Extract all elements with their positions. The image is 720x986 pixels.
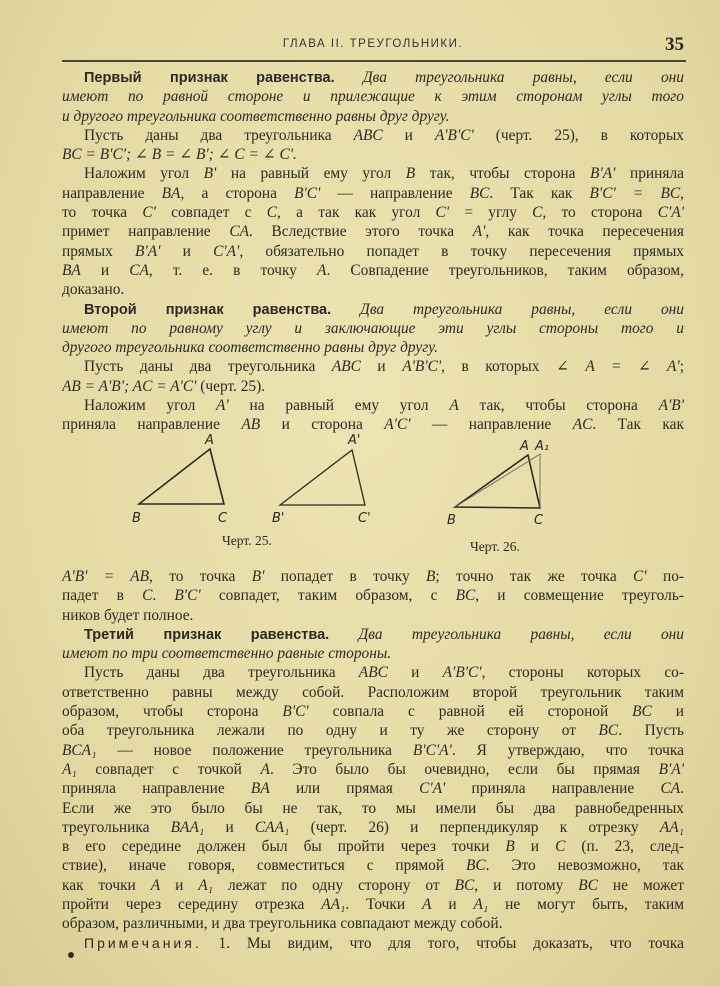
math-expression: CA	[229, 223, 249, 241]
text-line	[62, 242, 684, 261]
text-line	[62, 319, 684, 338]
text-run: — направление	[320, 184, 470, 202]
text-line	[62, 203, 684, 222]
text-run: .	[152, 587, 175, 605]
text-run: Если же это было бы не так, то мы имели бы два равнобедренных	[62, 799, 684, 817]
theorem-statement: имеют по равному углу и заключающие эти углы стороны того и	[62, 319, 684, 337]
text-run: треугольника	[62, 818, 171, 836]
text-line	[62, 914, 684, 933]
theorem-heading: Третий признак равенства.	[84, 626, 330, 643]
math-expression: C	[266, 204, 278, 222]
text-line	[62, 895, 684, 914]
triangle-a1b1c1	[280, 450, 365, 505]
text-run: Пусть даны два треугольника	[84, 126, 354, 144]
text-run: как точки	[62, 876, 151, 894]
math-expression: B'C'	[294, 184, 321, 202]
text-run: — направление	[410, 416, 573, 434]
text-run: . Вследствие этого точка	[248, 223, 473, 241]
text-line	[62, 934, 684, 953]
notes-heading: Примечания.	[84, 934, 202, 951]
text-run: падет в	[62, 587, 143, 605]
text-run: , то точка	[149, 568, 252, 585]
theorem-statement: и другого треугольника соответственно равны друг другу.	[62, 107, 450, 125]
math-expression: A'	[216, 397, 229, 415]
text-run: и	[387, 664, 443, 682]
math-expression: BC = B'C'; ∠ B = ∠ B'; ∠ C = ∠ C'.	[62, 146, 297, 164]
text-run: . Я утверждаю, что точка	[451, 741, 684, 759]
label-a1-26: A₁	[535, 439, 550, 454]
text-run: пройти через середину отрезка	[62, 896, 322, 914]
text-run: и	[204, 818, 255, 836]
label-b-26: B	[447, 513, 456, 528]
text-run: оба треугольника лежали по одну и ту же сторону от	[62, 722, 599, 740]
text-run: прямых	[62, 242, 136, 260]
text-run: приняла направление	[445, 780, 661, 798]
text-run: по-	[646, 568, 684, 585]
text-run: Наложим угол	[84, 397, 217, 415]
text-run: доказано.	[62, 281, 125, 299]
math-expression: AA₁	[659, 818, 684, 836]
text-run: совпала с равной ей стороной	[308, 703, 633, 721]
math-expression: BA	[250, 780, 270, 798]
text-run: . Совпадение треугольников, таким образом,	[326, 261, 684, 279]
caption-fig-25: Черт. 25.	[222, 533, 272, 548]
math-expression: A₁	[62, 760, 77, 778]
text-run: и сторона	[260, 416, 385, 434]
math-expression: BA	[62, 261, 81, 279]
math-expression: A	[150, 876, 161, 894]
math-expression: C'A'	[657, 204, 684, 222]
triangle-abc	[139, 449, 224, 504]
math-expression: B'C'A'	[412, 741, 452, 759]
math-expression: A'B'	[658, 397, 684, 415]
theorem-statement: другого треугольника соответственно равны друг другу.	[62, 339, 438, 357]
text-run: приняла направление	[62, 416, 242, 434]
text-run: совпадет с точкой	[76, 760, 261, 778]
math-expression: B'C'	[174, 587, 201, 605]
text-line	[62, 779, 684, 798]
text-line	[62, 164, 684, 183]
math-expression: A'B'C'	[402, 358, 442, 376]
math-expression: BC	[465, 857, 486, 875]
text-run: . Это было бы очевидно, если бы прямая	[269, 760, 659, 778]
text-run: ответственно равны между собой. Расположим второй треугольник таким	[62, 683, 684, 701]
theorem-statement: Два треугольника равны, если они	[334, 69, 684, 86]
text-run: . Точки	[345, 896, 423, 914]
math-expression: A	[317, 261, 327, 279]
text-line	[62, 837, 684, 856]
text-run: то точка	[62, 204, 143, 222]
text-run: лежат по одну сторону от	[213, 876, 455, 894]
text-run: , а так как угол	[277, 204, 436, 222]
math-expression: AB	[241, 416, 261, 434]
text-line	[62, 280, 684, 299]
text-line	[62, 741, 684, 760]
text-run: . Пусть	[618, 722, 684, 740]
text-run: , то сторона	[542, 204, 658, 222]
text-run: и	[80, 261, 130, 279]
math-expression: AC	[572, 416, 593, 434]
text-run: . Так как	[592, 416, 684, 434]
math-expression: BCA₁	[62, 741, 97, 759]
text-run: ствие), иначе говоря, совместиться с прямой	[62, 857, 466, 875]
math-expression: B'A'	[135, 242, 161, 260]
math-expression: B	[505, 838, 515, 856]
text-run: и	[514, 838, 556, 856]
triangle-ba1c	[455, 454, 540, 508]
text-run: и	[431, 896, 474, 914]
text-run: и	[160, 876, 199, 894]
text-run: ; точно так же точка	[435, 568, 634, 585]
math-expression: C'A'	[213, 242, 240, 260]
math-expression: ABC	[331, 358, 361, 376]
text-run: . Это невозможно, так	[485, 857, 684, 875]
math-expression: C'	[142, 204, 156, 222]
label-a-26: A	[520, 439, 529, 454]
theorem-heading: Второй признак равенства.	[84, 301, 332, 318]
text-run: (черт. 25).	[196, 377, 266, 395]
label-a: A	[205, 433, 214, 448]
math-expression: B	[405, 165, 416, 183]
math-expression: ABC	[358, 664, 388, 682]
text-run: , в которых	[441, 358, 556, 376]
text-line	[62, 415, 684, 434]
math-expression: BC	[632, 703, 652, 721]
text-run: , и совмещение треуголь-	[475, 587, 684, 605]
text-line	[62, 338, 684, 357]
text-block-top	[62, 68, 684, 435]
math-expression: A'B'C'	[434, 126, 474, 144]
text-run: совпадет с	[155, 204, 267, 222]
math-expression: AB = A'B'; AC = A'C'	[62, 377, 197, 395]
text-line	[62, 184, 684, 203]
math-expression: A'B' = AB	[62, 568, 149, 585]
text-run: или прямая	[269, 780, 420, 798]
math-expression: B'A'	[658, 760, 684, 778]
math-expression: A'	[472, 223, 486, 241]
math-expression: A	[449, 397, 459, 415]
math-expression: C'	[633, 568, 647, 585]
text-run: = углу	[449, 204, 533, 222]
text-run: примет направление	[62, 223, 230, 241]
label-c: C	[218, 511, 228, 526]
math-expression: ∠ A = ∠ A'	[555, 358, 680, 376]
text-run: (п. 23, след-	[565, 838, 684, 856]
text-line	[62, 683, 684, 702]
text-line	[62, 625, 684, 644]
math-expression: B'	[203, 165, 217, 183]
text-run: и	[360, 358, 403, 376]
text-run: Наложим угол	[84, 165, 204, 183]
theorem-statement: имеют по равной стороне и прилежащие к этим сторонам углы того	[62, 88, 684, 106]
ink-spot	[68, 952, 74, 958]
header-rule	[62, 60, 686, 62]
math-expression: C	[555, 838, 566, 856]
text-line	[62, 261, 684, 280]
text-line	[62, 377, 684, 396]
page-number: 35	[665, 34, 684, 55]
text-line	[62, 702, 684, 721]
math-expression: C'A'	[419, 780, 446, 798]
triangle-bac	[455, 455, 540, 508]
text-line	[62, 107, 684, 126]
math-expression: A₁	[473, 896, 489, 914]
text-line	[62, 606, 684, 625]
text-run: (черт. 26) и перпендикуляр к отрезку	[289, 818, 660, 836]
math-expression: A₁	[198, 876, 214, 894]
text-run: приняла направление	[62, 780, 251, 798]
text-line	[62, 760, 684, 779]
text-run: (черт. 25), в которых	[473, 126, 684, 144]
math-expression: A'B'C'	[442, 664, 482, 682]
figure-25	[139, 449, 365, 505]
text-run: Пусть даны два треугольника	[84, 664, 359, 682]
math-expression: CA	[129, 261, 149, 279]
math-expression: B'C' = BC	[589, 184, 681, 202]
theorem-heading: Первый признак равенства.	[84, 70, 335, 86]
text-run: приняла	[615, 165, 684, 183]
text-run: совпадет, таким образом, с	[200, 587, 456, 605]
math-expression: CAA₁	[254, 818, 290, 836]
text-block-bottom	[62, 567, 684, 953]
text-run: , как точка пересечения	[485, 223, 684, 241]
text-run: так, чтобы сторона	[458, 397, 659, 415]
math-expression: B'	[251, 568, 265, 585]
text-line	[62, 567, 684, 586]
text-line	[62, 644, 684, 663]
text-line	[62, 876, 684, 895]
text-run: , т. е. в точку	[148, 261, 318, 279]
text-run: в его середине должен был бы пройти через точки	[62, 838, 506, 856]
text-run: ;	[679, 358, 684, 376]
text-run: . Так как	[489, 184, 590, 202]
math-expression: AA₁	[321, 896, 346, 914]
label-b: B	[132, 511, 141, 526]
math-expression: CA	[660, 780, 681, 798]
text-run: на равный ему угол	[228, 397, 450, 415]
math-expression: C	[532, 204, 543, 222]
text-line	[62, 799, 684, 818]
math-expression: BC	[598, 722, 619, 740]
text-run: так, чтобы сторона	[415, 165, 591, 183]
text-run: и	[382, 126, 435, 144]
label-b-prime: B'	[272, 511, 285, 526]
text-line	[62, 586, 684, 605]
text-run: — новое положение треугольника	[96, 741, 413, 759]
math-expression: B'C'	[282, 703, 309, 721]
text-line	[62, 145, 684, 164]
text-run: , и потому	[474, 876, 579, 894]
theorem-statement: имеют по три соответственно равные стороны.	[62, 645, 392, 663]
text-line	[62, 396, 684, 415]
text-line	[62, 357, 684, 376]
math-expression: BC	[454, 876, 475, 894]
theorem-statement: Два треугольника равны, если они	[329, 625, 684, 643]
text-line	[62, 721, 684, 740]
text-line	[62, 818, 684, 837]
math-expression: C	[142, 587, 153, 605]
text-line	[62, 663, 684, 682]
math-expression: B'A'	[590, 165, 616, 183]
text-run: ников будет полное.	[62, 606, 194, 624]
text-run: и	[651, 703, 684, 721]
text-line	[62, 87, 684, 106]
label-c-prime: C'	[358, 511, 371, 526]
text-run: не могут быть, таким	[488, 896, 684, 914]
text-run: , а сторона	[180, 184, 295, 202]
label-c-26: C	[534, 513, 544, 528]
text-line	[62, 222, 684, 241]
text-run: образом, различными, и два треугольника совпадают между собой.	[62, 915, 503, 933]
text-run: , обязательно попадет в точку пересечения прямых	[239, 242, 684, 260]
text-run: .	[680, 780, 684, 798]
running-title: ГЛАВА II. ТРЕУГОЛЬНИКИ.	[282, 38, 464, 50]
text-run: Пусть даны два треугольника	[84, 358, 332, 376]
math-expression: BC	[455, 587, 476, 605]
math-expression: ABC	[353, 126, 383, 144]
math-expression: BC	[578, 876, 598, 894]
text-run: 1. Мы видим, что для того, чтобы доказать, что точка	[201, 934, 684, 952]
label-a-prime: A'	[348, 433, 361, 448]
math-expression: A	[260, 760, 270, 778]
math-expression: BC	[469, 184, 490, 202]
figure-26	[455, 454, 540, 508]
text-run: направление	[62, 184, 162, 202]
math-expression: C'	[435, 204, 450, 222]
math-expression: A'C'	[384, 416, 411, 434]
text-run: не может	[597, 876, 684, 894]
text-line	[62, 68, 684, 87]
text-run: образом, чтобы сторона	[62, 703, 283, 721]
text-run: , стороны которых со-	[481, 664, 684, 682]
text-run: и	[160, 242, 214, 260]
text-run: на равный ему угол	[216, 165, 406, 183]
caption-fig-26: Черт. 26.	[470, 539, 520, 554]
text-line	[62, 126, 684, 145]
theorem-statement: Два треугольника равны, если они	[331, 300, 684, 318]
math-expression: BA	[161, 184, 181, 202]
math-expression: A	[422, 896, 432, 914]
text-line	[62, 856, 684, 875]
text-line	[62, 300, 684, 319]
text-run: ,	[680, 184, 684, 202]
page-header	[62, 36, 684, 56]
math-expression: B	[426, 568, 436, 585]
math-expression: BAA₁	[170, 818, 205, 836]
text-run: попадет в точку	[264, 568, 427, 585]
